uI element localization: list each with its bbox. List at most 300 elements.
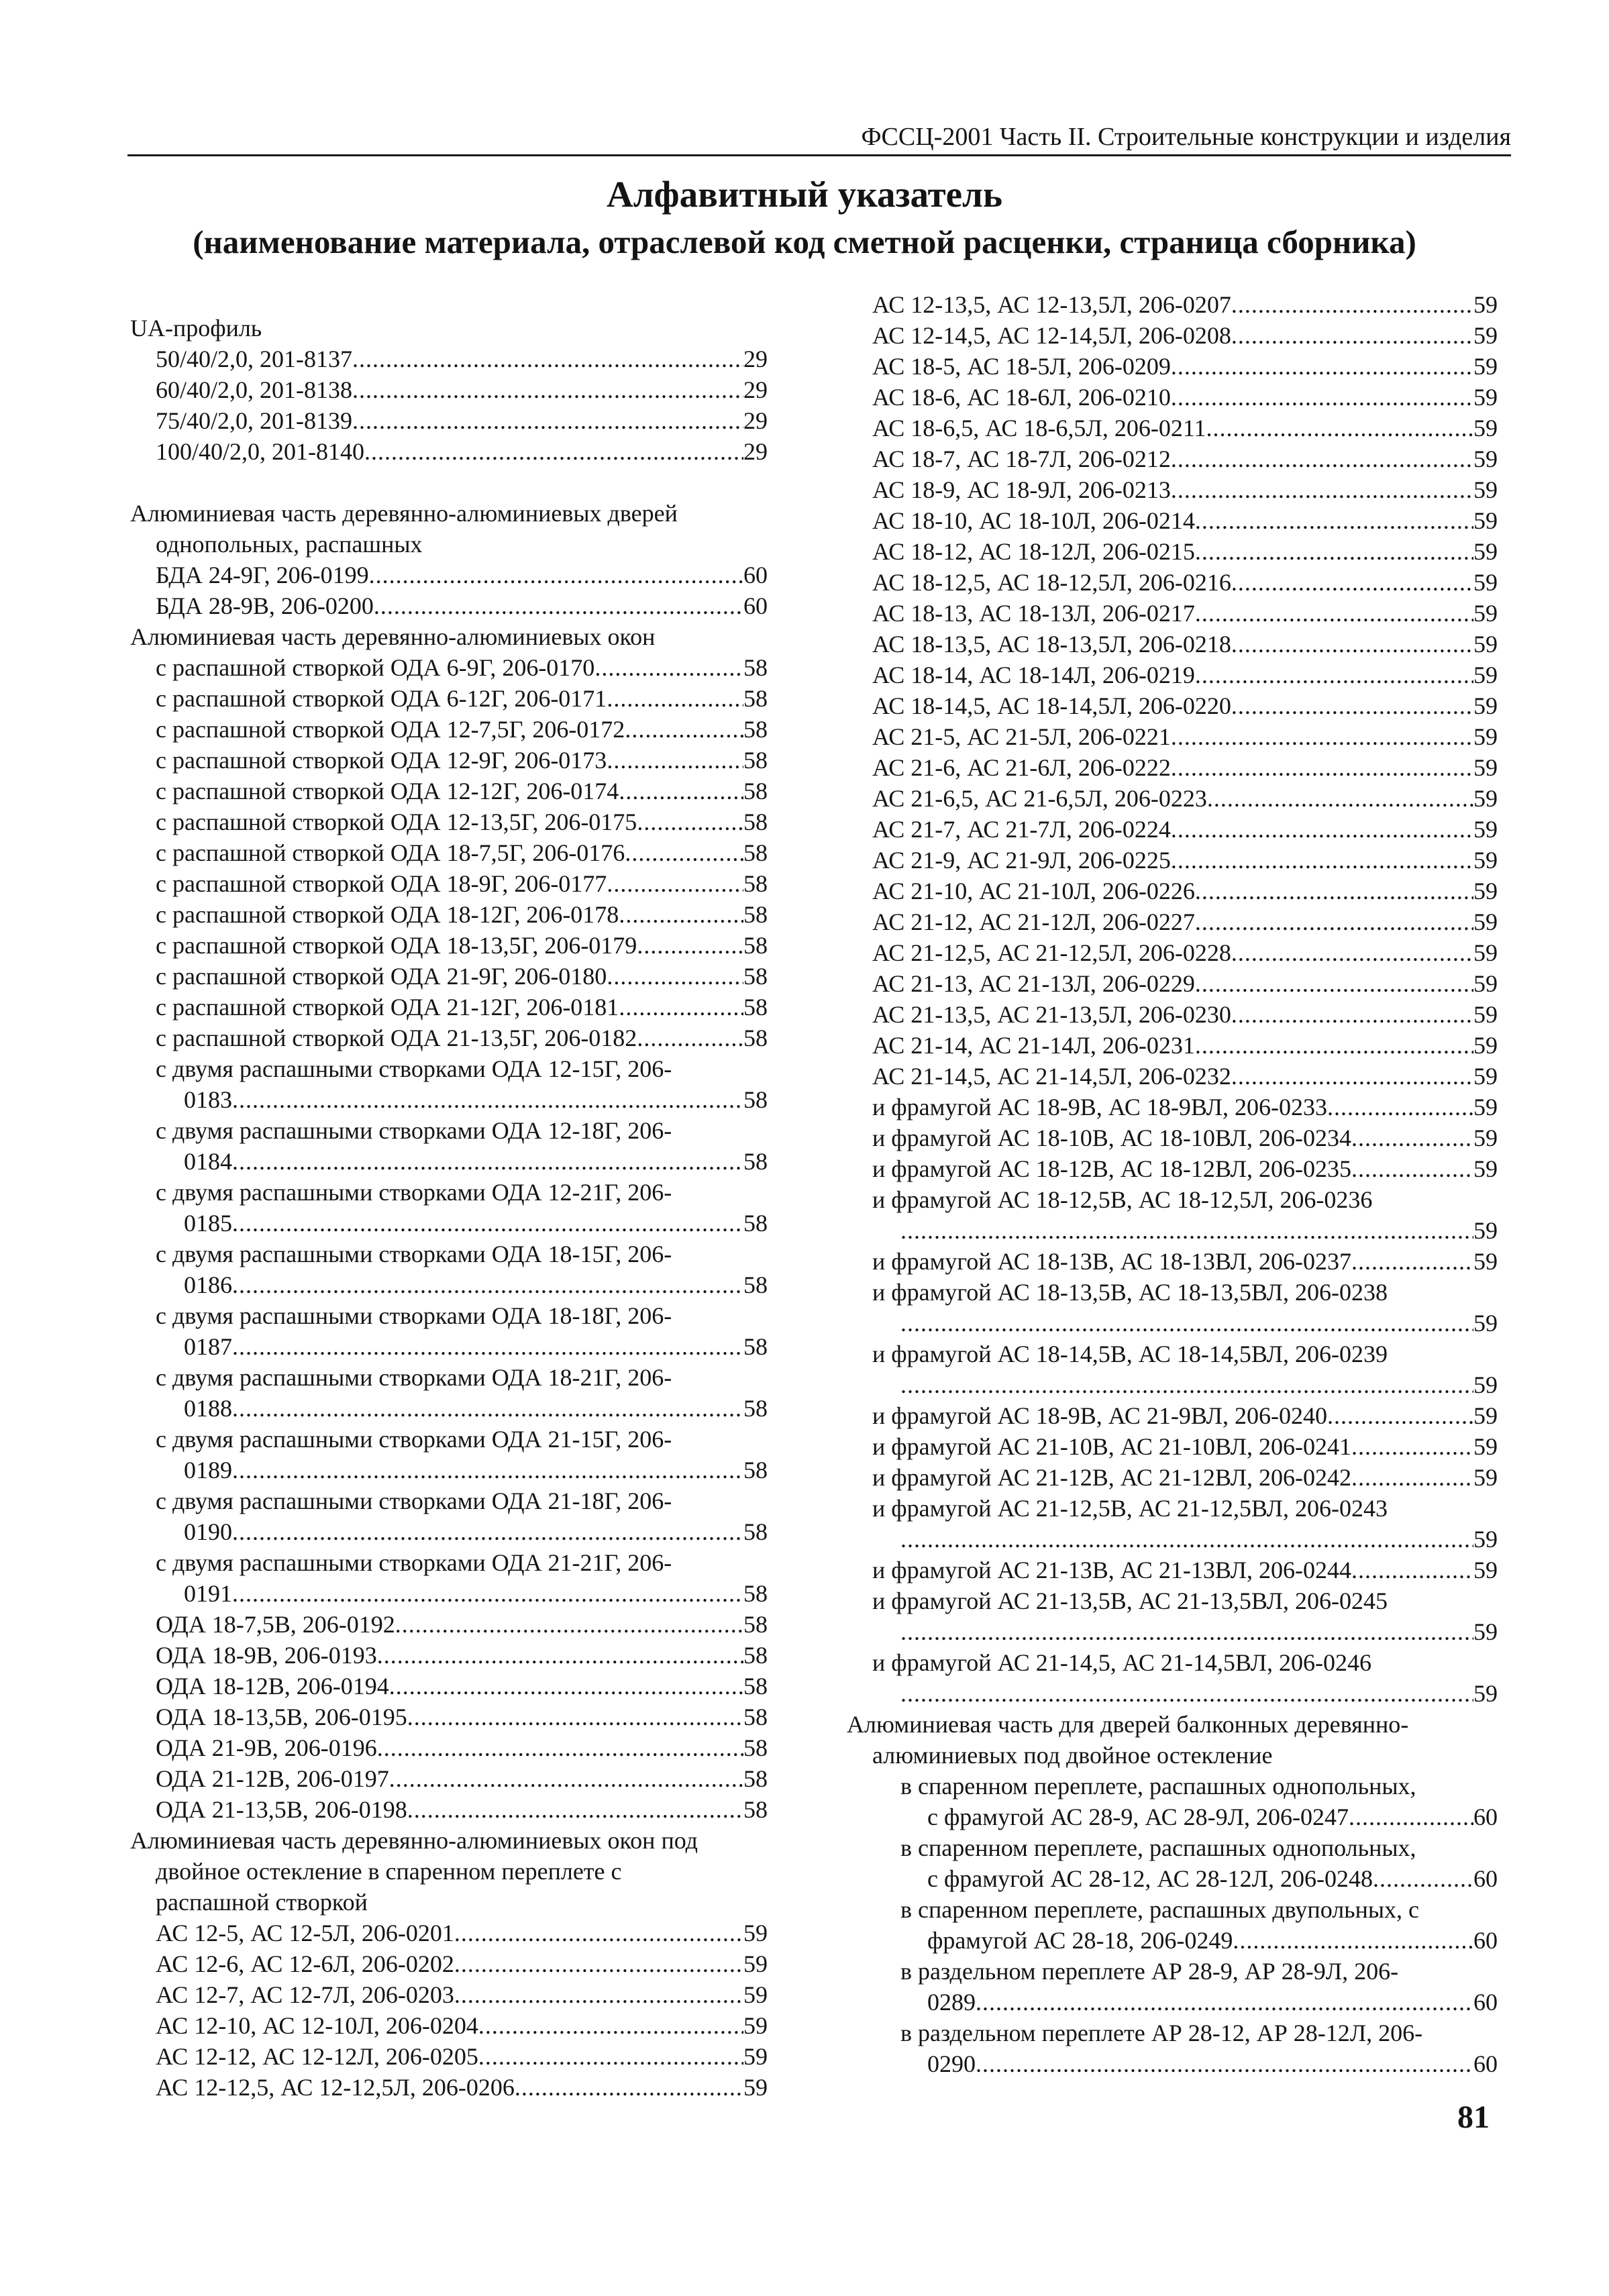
index-entry xyxy=(847,1030,1498,1061)
index-entry xyxy=(130,1146,768,1177)
entry-text: ОДА 21-12В, 206-0197 xyxy=(156,1765,389,1792)
index-entry xyxy=(847,752,1498,783)
index-entry xyxy=(847,1524,1498,1555)
entry-text: 0190 xyxy=(184,1518,232,1545)
dot-leader xyxy=(1171,474,1473,505)
entry-page: 58 xyxy=(743,1395,768,1422)
dot-leader xyxy=(1195,968,1473,999)
entry-page: 58 xyxy=(743,778,768,804)
index-entry xyxy=(847,845,1498,876)
dot-leader xyxy=(1373,1863,1473,1894)
index-column-left xyxy=(130,313,768,2103)
index-entry xyxy=(130,1609,768,1640)
entry-page: 58 xyxy=(743,1642,768,1669)
dot-leader xyxy=(1171,752,1473,783)
index-heading: в раздельном переплете АР 28-12, АР 28-12Л, 206- xyxy=(900,2020,1423,2046)
index-heading: и фрамугой АС 18-12,5В, АС 18-12,5Л, 206-0236 xyxy=(872,1186,1373,1213)
entry-page: 60 xyxy=(743,592,768,619)
index-heading: с двумя распашными створками ОДА 21-15Г, 206- xyxy=(156,1426,672,1453)
index-entry xyxy=(130,1084,768,1115)
index-heading: Алюминиевая часть деревянно-алюминиевых окон под xyxy=(130,1827,698,1854)
entry-page: 58 xyxy=(743,1457,768,1483)
index-entry xyxy=(847,721,1498,752)
entry-page: 60 xyxy=(1473,1927,1498,1954)
entry-page: 60 xyxy=(1473,2050,1498,2077)
header-text: ФССЦ-2001 Часть II. Строительные конструкции и изделия xyxy=(861,123,1511,151)
index-entry xyxy=(847,382,1498,413)
dot-leader xyxy=(637,930,743,961)
index-entry xyxy=(130,683,768,714)
entry-text: АС 18-9, АС 18-9Л, 206-0213 xyxy=(872,476,1171,503)
dot-leader xyxy=(594,652,743,683)
index-entry xyxy=(130,1640,768,1671)
dot-leader xyxy=(1195,660,1473,690)
index-heading: с двумя распашными створками ОДА 12-15Г, 206- xyxy=(156,1055,672,1082)
entry-text: 0186 xyxy=(184,1271,232,1298)
entry-page: 59 xyxy=(1473,1371,1498,1398)
dot-leader xyxy=(1171,351,1473,382)
entry-page: 58 xyxy=(743,716,768,743)
index-entry xyxy=(130,1269,768,1300)
index-entry xyxy=(130,1702,768,1732)
entry-page: 59 xyxy=(1473,353,1498,380)
dot-leader xyxy=(352,405,743,436)
dot-leader xyxy=(232,1393,743,1424)
entry-page: 59 xyxy=(1473,1248,1498,1275)
index-entry xyxy=(847,1123,1498,1153)
index-entry xyxy=(130,1208,768,1239)
entry-page: 59 xyxy=(1473,970,1498,997)
dot-leader xyxy=(637,806,743,837)
entry-text: 0184 xyxy=(184,1148,232,1175)
index-heading: и фрамугой АС 21-14,5, АС 21-14,5ВЛ, 206-0246 xyxy=(872,1649,1371,1676)
dot-leader xyxy=(377,1732,743,1763)
dot-leader xyxy=(976,2048,1473,2079)
entry-page: 60 xyxy=(1473,1989,1498,2016)
dot-leader xyxy=(232,1455,743,1485)
entry-page: 59 xyxy=(1473,847,1498,874)
entry-page: 58 xyxy=(743,808,768,835)
dot-leader xyxy=(389,1763,743,1794)
index-entry xyxy=(130,2072,768,2103)
entry-page: 59 xyxy=(1473,1433,1498,1460)
dot-leader xyxy=(619,899,743,930)
entry-text: и фрамугой АС 21-12В, АС 21-12ВЛ, 206-0242 xyxy=(872,1464,1351,1491)
index-entry xyxy=(847,1153,1498,1184)
index-entry xyxy=(847,289,1498,320)
dot-leader xyxy=(1327,1092,1473,1123)
index-heading: в раздельном переплете АР 28-9, АР 28-9Л, 206- xyxy=(900,1958,1399,1985)
index-entry xyxy=(847,690,1498,721)
dot-leader xyxy=(369,560,743,590)
index-entry xyxy=(847,1925,1498,1956)
entry-text: БДА 28-9В, 206-0200 xyxy=(156,592,374,619)
entry-text: 0290 xyxy=(927,2050,976,2077)
entry-page: 58 xyxy=(743,747,768,774)
dot-leader xyxy=(1231,320,1473,351)
entry-page: 59 xyxy=(1473,662,1498,688)
entry-text: ОДА 18-12В, 206-0194 xyxy=(156,1673,389,1700)
dot-leader xyxy=(454,1979,743,2010)
index-entry xyxy=(130,837,768,868)
index-entry xyxy=(847,1308,1498,1339)
dot-leader xyxy=(1351,1555,1473,1585)
index-entry xyxy=(847,1616,1498,1647)
index-heading: двойное остекление в спаренном переплете с xyxy=(156,1858,622,1885)
index-entry xyxy=(130,1023,768,1053)
index-entry xyxy=(847,1678,1498,1709)
entry-page: 29 xyxy=(743,376,768,403)
entry-text: АС 21-5, АС 21-5Л, 206-0221 xyxy=(872,723,1171,750)
dot-leader xyxy=(1195,906,1473,937)
entry-page: 59 xyxy=(1473,415,1498,441)
entry-text: АС 18-12,5, АС 18-12,5Л, 206-0216 xyxy=(872,569,1231,596)
index-heading: с двумя распашными створками ОДА 12-18Г, 206- xyxy=(156,1117,672,1144)
index-entry xyxy=(847,968,1498,999)
dot-leader xyxy=(607,868,743,899)
entry-page: 58 xyxy=(743,1704,768,1730)
entry-text: АС 21-13, АС 21-13Л, 206-0229 xyxy=(872,970,1195,997)
dot-leader xyxy=(900,1369,1473,1400)
entry-text: АС 18-13,5, АС 18-13,5Л, 206-0218 xyxy=(872,631,1231,658)
index-entry xyxy=(847,876,1498,906)
entry-text: 0185 xyxy=(184,1210,232,1237)
dot-leader xyxy=(352,344,743,374)
entry-page: 59 xyxy=(1473,322,1498,349)
index-entry xyxy=(130,1948,768,1979)
index-entry xyxy=(847,814,1498,845)
index-entry xyxy=(847,1215,1498,1246)
entry-text: АС 21-14, АС 21-14Л, 206-0231 xyxy=(872,1032,1195,1059)
entry-text: 60/40/2,0, 201-8138 xyxy=(156,376,352,403)
entry-text: с распашной створкой ОДА 18-9Г, 206-0177 xyxy=(156,870,607,897)
dot-leader xyxy=(900,1308,1473,1339)
entry-page: 58 xyxy=(743,870,768,897)
dot-leader xyxy=(364,436,743,467)
dot-leader xyxy=(900,1524,1473,1555)
entry-page: 58 xyxy=(743,685,768,712)
dot-leader xyxy=(1171,845,1473,876)
index-entry xyxy=(130,1979,768,2010)
index-entry xyxy=(847,474,1498,505)
entry-text: АС 18-13, АС 18-13Л, 206-0217 xyxy=(872,600,1195,627)
entry-page: 59 xyxy=(1473,1680,1498,1707)
entry-text: АС 12-12,5, АС 12-12,5Л, 206-0206 xyxy=(156,2074,515,2101)
entry-text: и фрамугой АС 18-10В, АС 18-10ВЛ, 206-0234 xyxy=(872,1125,1351,1151)
entry-page: 58 xyxy=(743,654,768,681)
index-entry xyxy=(130,2041,768,2072)
dot-leader xyxy=(389,1671,743,1702)
entry-text: АС 12-13,5, АС 12-13,5Л, 206-0207 xyxy=(872,291,1231,318)
dot-leader xyxy=(478,2010,743,2041)
dot-leader xyxy=(454,1948,743,1979)
entry-page: 59 xyxy=(1473,1094,1498,1120)
entry-text: с распашной створкой ОДА 21-12Г, 206-0181 xyxy=(156,994,619,1021)
index-entry xyxy=(847,660,1498,690)
entry-page: 59 xyxy=(743,1920,768,1946)
entry-page: 58 xyxy=(743,1796,768,1823)
entry-page: 59 xyxy=(1473,1125,1498,1151)
entry-page: 59 xyxy=(1473,1310,1498,1337)
dot-leader xyxy=(607,745,743,776)
entry-text: ОДА 21-13,5В, 206-0198 xyxy=(156,1796,407,1823)
entry-text: АС 12-6, АС 12-6Л, 206-0202 xyxy=(156,1950,454,1977)
entry-text: с распашной створкой ОДА 6-9Г, 206-0170 xyxy=(156,654,595,681)
entry-page: 58 xyxy=(743,1086,768,1113)
dot-leader xyxy=(1231,289,1473,320)
running-header xyxy=(127,113,1511,156)
entry-text: с фрамугой АС 28-12, АС 28-12Л, 206-0248 xyxy=(927,1865,1373,1892)
dot-leader xyxy=(407,1702,743,1732)
entry-page: 59 xyxy=(1473,908,1498,935)
entry-text: 0187 xyxy=(184,1333,232,1360)
entry-page: 59 xyxy=(1473,1557,1498,1583)
index-entry xyxy=(130,436,768,467)
dot-leader xyxy=(407,1794,743,1825)
index-entry xyxy=(847,320,1498,351)
index-entry xyxy=(130,961,768,992)
dot-leader xyxy=(1195,876,1473,906)
entry-page: 59 xyxy=(1473,1618,1498,1645)
index-heading: в спаренном переплете, распашных однопольных, xyxy=(900,1773,1416,1799)
index-heading: с двумя распашными створками ОДА 18-21Г, 206- xyxy=(156,1364,672,1391)
index-entry xyxy=(847,351,1498,382)
entry-text: АС 21-12, АС 21-12Л, 206-0227 xyxy=(872,908,1195,935)
entry-text: и фрамугой АС 18-13В, АС 18-13ВЛ, 206-0237 xyxy=(872,1248,1351,1275)
page-number: 81 xyxy=(1457,2099,1490,2135)
dot-leader xyxy=(1231,690,1473,721)
index-entry xyxy=(847,536,1498,567)
dot-leader xyxy=(1233,1925,1473,1956)
entry-page: 59 xyxy=(1473,1155,1498,1182)
entry-page: 29 xyxy=(743,438,768,465)
index-entry xyxy=(847,783,1498,814)
dot-leader xyxy=(232,1516,743,1547)
entry-page: 59 xyxy=(743,2074,768,2101)
entry-text: с распашной створкой ОДА 18-12Г, 206-0178 xyxy=(156,901,619,928)
index-heading: и фрамугой АС 21-12,5В, АС 21-12,5ВЛ, 206-0243 xyxy=(872,1495,1388,1522)
index-entry xyxy=(847,1400,1498,1431)
entry-text: АС 18-6,5, АС 18-6,5Л, 206-0211 xyxy=(872,415,1206,441)
dot-leader xyxy=(454,1918,743,1948)
index-entry xyxy=(130,560,768,590)
dot-leader xyxy=(232,1269,743,1300)
index-entry xyxy=(847,1061,1498,1092)
dot-leader xyxy=(637,1023,743,1053)
entry-page: 59 xyxy=(1473,476,1498,503)
index-entry xyxy=(130,1331,768,1362)
entry-text: АС 12-14,5, АС 12-14,5Л, 206-0208 xyxy=(872,322,1231,349)
index-heading: с двумя распашными створками ОДА 18-15Г, 206- xyxy=(156,1241,672,1267)
entry-page: 59 xyxy=(1473,446,1498,472)
index-heading: и фрамугой АС 18-14,5В, АС 18-14,5ВЛ, 206-0239 xyxy=(872,1341,1388,1367)
index-entry xyxy=(130,868,768,899)
dot-leader xyxy=(1231,629,1473,660)
entry-text: и фрамугой АС 18-9В, АС 21-9ВЛ, 206-0240 xyxy=(872,1402,1327,1429)
entry-page: 59 xyxy=(743,2012,768,2039)
dot-leader xyxy=(1231,567,1473,598)
index-entry xyxy=(847,1092,1498,1123)
index-entry xyxy=(130,992,768,1023)
dot-leader xyxy=(1195,598,1473,629)
entry-text: с фрамугой АС 28-9, АС 28-9Л, 206-0247 xyxy=(927,1804,1349,1830)
dot-leader xyxy=(1171,382,1473,413)
index-entry xyxy=(847,1462,1498,1493)
entry-page: 58 xyxy=(743,1025,768,1051)
index-entry xyxy=(847,443,1498,474)
index-entry xyxy=(130,1794,768,1825)
entry-page: 59 xyxy=(1473,939,1498,966)
entry-text: с распашной створкой ОДА 21-9Г, 206-0180 xyxy=(156,963,607,990)
entry-text: АС 12-7, АС 12-7Л, 206-0203 xyxy=(156,1981,454,2008)
index-entry xyxy=(130,2010,768,2041)
entry-text: с распашной створкой ОДА 12-9Г, 206-0173 xyxy=(156,747,607,774)
entry-page: 59 xyxy=(743,1950,768,1977)
entry-text: АС 18-5, АС 18-5Л, 206-0209 xyxy=(872,353,1171,380)
index-heading: в спаренном переплете, распашных однопольных, xyxy=(900,1834,1416,1861)
dot-leader xyxy=(232,1578,743,1609)
entry-page: 58 xyxy=(743,1271,768,1298)
dot-leader xyxy=(625,837,743,868)
index-entry xyxy=(130,1393,768,1424)
index-heading: с двумя распашными створками ОДА 12-21Г, 206- xyxy=(156,1179,672,1206)
entry-text: 50/40/2,0, 201-8137 xyxy=(156,346,352,372)
dot-leader xyxy=(1231,999,1473,1030)
entry-text: БДА 24-9Г, 206-0199 xyxy=(156,562,369,588)
entry-text: с распашной створкой ОДА 18-7,5Г, 206-0176 xyxy=(156,839,625,866)
entry-page: 59 xyxy=(743,1981,768,2008)
entry-text: с распашной створкой ОДА 18-13,5Г, 206-0179 xyxy=(156,932,637,959)
dot-leader xyxy=(1195,1030,1473,1061)
entry-text: АС 21-13,5, АС 21-13,5Л, 206-0230 xyxy=(872,1001,1231,1028)
page-subtitle: (наименование материала, отраслевой код сметной расценки, страница сборника) xyxy=(193,223,1416,260)
dot-leader xyxy=(232,1331,743,1362)
entry-page: 59 xyxy=(1473,878,1498,904)
index-entry xyxy=(847,1555,1498,1585)
dot-leader xyxy=(1171,721,1473,752)
entry-text: 0191 xyxy=(184,1580,232,1607)
index-entry xyxy=(847,1431,1498,1462)
index-entry xyxy=(130,745,768,776)
index-entry xyxy=(130,806,768,837)
entry-page: 59 xyxy=(1473,1001,1498,1028)
entry-text: АС 21-6, АС 21-6Л, 206-0222 xyxy=(872,754,1171,781)
dot-leader xyxy=(1171,814,1473,845)
entry-page: 58 xyxy=(743,839,768,866)
entry-text: АС 21-12,5, АС 21-12,5Л, 206-0228 xyxy=(872,939,1231,966)
entry-text: 0188 xyxy=(184,1395,232,1422)
index-column-right xyxy=(847,289,1498,2079)
entry-page: 58 xyxy=(743,1148,768,1175)
dot-leader xyxy=(1207,783,1473,814)
entry-text: и фрамугой АС 21-13В, АС 21-13ВЛ, 206-0244 xyxy=(872,1557,1351,1583)
index-entry xyxy=(130,1918,768,1948)
entry-page: 59 xyxy=(1473,569,1498,596)
page-title: Алфавитный указатель xyxy=(606,174,1002,215)
entry-text: с распашной створкой ОДА 12-7,5Г, 206-0172 xyxy=(156,716,625,743)
index-entry xyxy=(847,413,1498,443)
entry-text: 100/40/2,0, 201-8140 xyxy=(156,438,364,465)
entry-page: 59 xyxy=(1473,1032,1498,1059)
entry-page: 59 xyxy=(1473,723,1498,750)
index-entry xyxy=(130,1516,768,1547)
index-entry xyxy=(130,714,768,745)
index-heading: и фрамугой АС 18-13,5В, АС 18-13,5ВЛ, 206-0238 xyxy=(872,1279,1388,1306)
entry-text: с распашной створкой ОДА 6-12Г, 206-0171 xyxy=(156,685,607,712)
entry-page: 58 xyxy=(743,932,768,959)
entry-page: 59 xyxy=(1473,1217,1498,1244)
entry-text: 0289 xyxy=(927,1989,976,2016)
entry-page: 59 xyxy=(1473,816,1498,843)
spacer xyxy=(130,467,768,498)
entry-text: ОДА 18-13,5В, 206-0195 xyxy=(156,1704,407,1730)
dot-leader xyxy=(1327,1400,1473,1431)
entry-page: 59 xyxy=(1473,600,1498,627)
index-entry xyxy=(130,1763,768,1794)
index-entry xyxy=(130,899,768,930)
entry-page: 59 xyxy=(1473,692,1498,719)
dot-leader xyxy=(374,590,743,621)
dot-leader xyxy=(625,714,743,745)
dot-leader xyxy=(619,992,743,1023)
dot-leader xyxy=(1231,1061,1473,1092)
entry-page: 59 xyxy=(1473,1402,1498,1429)
index-entry xyxy=(847,1987,1498,2018)
entry-text: с распашной створкой ОДА 12-12Г, 206-0174 xyxy=(156,778,619,804)
dot-leader xyxy=(1171,443,1473,474)
entry-text: АС 18-12, АС 18-12Л, 206-0215 xyxy=(872,538,1195,565)
entry-page: 59 xyxy=(1473,1464,1498,1491)
dot-leader xyxy=(1195,536,1473,567)
dot-leader xyxy=(1349,1802,1473,1832)
entry-page: 58 xyxy=(743,1580,768,1607)
entry-text: АС 21-6,5, АС 21-6,5Л, 206-0223 xyxy=(872,785,1207,812)
index-heading: алюминиевых под двойное остекление xyxy=(872,1742,1273,1769)
entry-page: 59 xyxy=(1473,785,1498,812)
entry-text: с распашной створкой ОДА 21-13,5Г, 206-0182 xyxy=(156,1025,637,1051)
index-entry xyxy=(130,374,768,405)
entry-page: 60 xyxy=(1473,1865,1498,1892)
index-heading: UA-профиль xyxy=(130,315,262,342)
entry-text: и фрамугой АС 21-10В, АС 21-10ВЛ, 206-0241 xyxy=(872,1433,1351,1460)
dot-leader xyxy=(352,374,743,405)
entry-page: 58 xyxy=(743,1765,768,1792)
entry-text: АС 18-10, АС 18-10Л, 206-0214 xyxy=(872,507,1195,534)
entry-text: АС 12-10, АС 12-10Л, 206-0204 xyxy=(156,2012,478,2039)
index-heading: с двумя распашными створками ОДА 18-18Г, 206- xyxy=(156,1302,672,1329)
entry-text: ОДА 18-9В, 206-0193 xyxy=(156,1642,377,1669)
entry-text: АС 12-12, АС 12-12Л, 206-0205 xyxy=(156,2043,478,2070)
entry-page: 59 xyxy=(1473,631,1498,658)
dot-leader xyxy=(1351,1431,1473,1462)
entry-page: 59 xyxy=(1473,384,1498,411)
entry-page: 58 xyxy=(743,994,768,1021)
entry-page: 58 xyxy=(743,963,768,990)
entry-page: 58 xyxy=(743,901,768,928)
entry-text: фрамугой АС 28-18, 206-0249 xyxy=(927,1927,1233,1954)
index-entry xyxy=(847,567,1498,598)
index-entry xyxy=(130,590,768,621)
entry-page: 59 xyxy=(1473,291,1498,318)
index-heading: однопольных, распашных xyxy=(156,531,423,558)
index-entry xyxy=(130,930,768,961)
dot-leader xyxy=(395,1609,743,1640)
dot-leader xyxy=(1351,1153,1473,1184)
entry-text: с распашной створкой ОДА 12-13,5Г, 206-0175 xyxy=(156,808,637,835)
entry-text: АС 18-14,5, АС 18-14,5Л, 206-0220 xyxy=(872,692,1231,719)
entry-page: 58 xyxy=(743,1518,768,1545)
entry-page: 59 xyxy=(1473,1063,1498,1090)
